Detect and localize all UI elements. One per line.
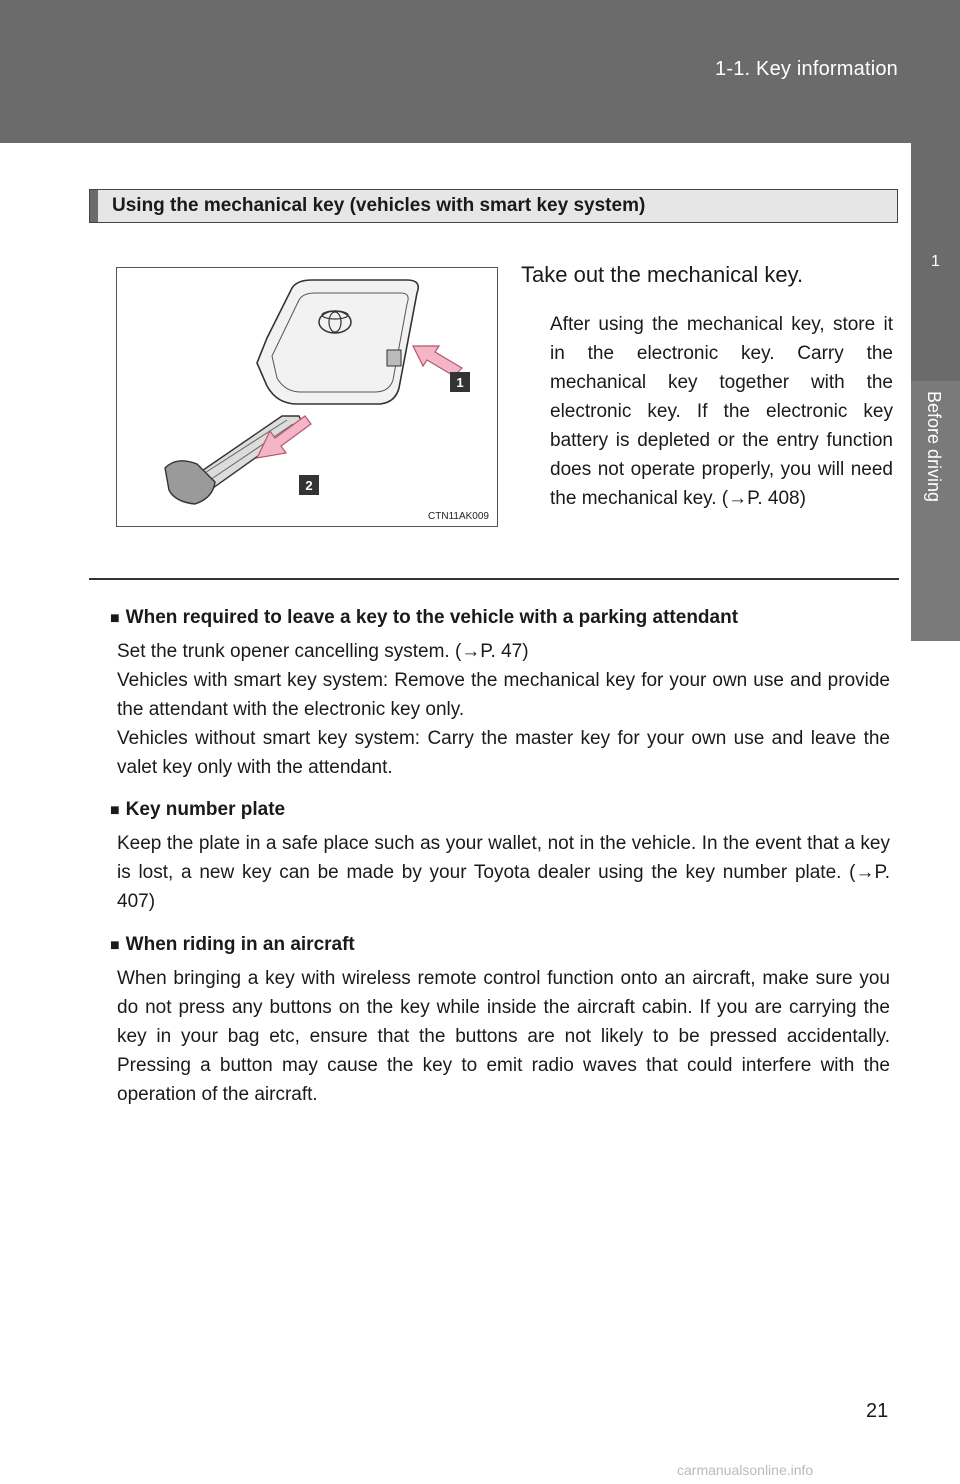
header-band [0, 0, 960, 143]
section-heading-bar [89, 189, 898, 223]
electronic-key-fob [257, 280, 418, 404]
note-body [117, 829, 890, 916]
note-paragraph: Keep the plate in a safe place such as your wallet, not in the vehicle. In the event that a key is lost, a new key can be made by your Toyota dealer using the key number plate. (→P. 407) [117, 833, 890, 912]
key-illustration [116, 267, 498, 527]
note-paragraph: Vehicles without smart key system: Carry the master key for your own use and leave the valet key only with the attendant. [117, 728, 890, 778]
section-breadcrumb: 1-1. Key information [715, 58, 898, 80]
release-latch [387, 350, 401, 366]
key-illustration-drawing [117, 268, 497, 526]
square-bullet-icon: ■ [110, 802, 120, 819]
note-paragraph: Set the trunk opener cancelling system. (→P. 47) [117, 641, 529, 662]
step-heading: Take out the mechanical key. [521, 262, 804, 287]
watermark: carmanualsonline.info [677, 1462, 814, 1478]
note-paragraph: Vehicles with smart key system: Remove the mechanical key for your own use and provide the attendant with the electronic key only. [117, 670, 890, 720]
note-paragraph: When bringing a key with wireless remote control function onto an aircraft, make sure you do not press any buttons on the key while inside the aircraft cabin. If you are carrying the key in your bag etc, ensure that the buttons are not likely to be pressed accidentally. Pressing a button may cause the key to emit radio waves that could interfere with the operation of the aircraft. [117, 968, 890, 1105]
callout-2-label: 2 [305, 478, 313, 493]
push-latch-arrow-icon [413, 346, 462, 376]
note-aircraft [110, 934, 890, 1109]
note-heading [110, 799, 890, 821]
section-marker [90, 190, 98, 222]
note-heading [110, 934, 890, 956]
chapter-label-tab [911, 381, 960, 641]
square-bullet-icon: ■ [110, 937, 120, 954]
note-key-number-plate [110, 799, 890, 916]
note-heading-text: Key number plate [125, 799, 286, 820]
note-body [117, 637, 890, 782]
step-description: After using the mechanical key, store it in the electronic key. Carry the mechanical key together with the electronic key. If the electronic key battery is depleted or the entry function does not operate properly, you will need the mechanical key. (→P. 408) [550, 314, 893, 509]
chapter-label: Before driving [924, 391, 944, 503]
chapter-number-tab: 1 [911, 143, 960, 381]
section-divider [89, 578, 899, 580]
note-parking-attendant [110, 607, 890, 782]
figure-code: CTN11AK009 [428, 511, 489, 522]
note-body [117, 964, 890, 1109]
square-bullet-icon: ■ [110, 610, 120, 627]
note-heading [110, 607, 890, 629]
note-heading-text: When riding in an aircraft [125, 934, 355, 955]
note-heading-text: When required to leave a key to the vehicle with a parking attendant [125, 607, 739, 628]
section-title: Using the mechanical key (vehicles with smart key system) [112, 195, 646, 216]
callout-1-label: 1 [456, 375, 464, 390]
page-number: 21 [866, 1400, 889, 1422]
